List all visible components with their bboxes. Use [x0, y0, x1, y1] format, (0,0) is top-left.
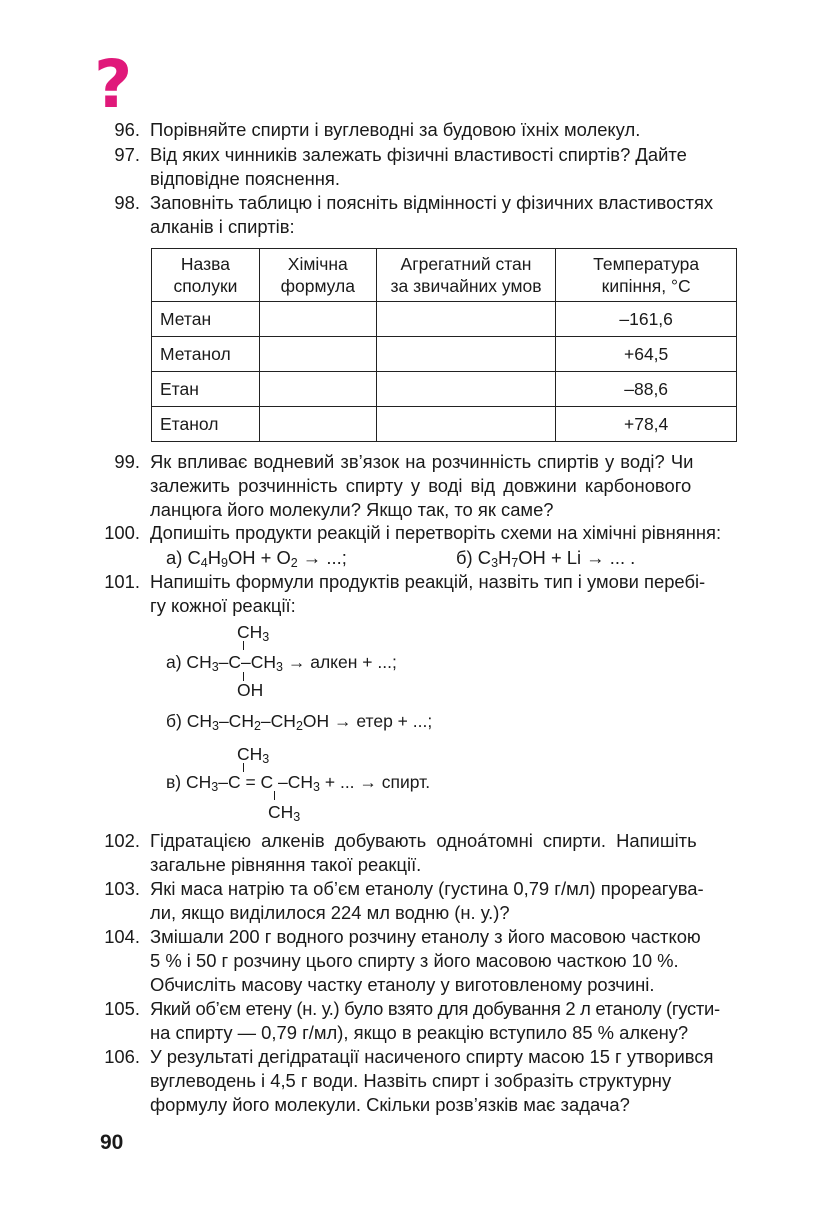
- table-header-row: [152, 249, 737, 302]
- task-text-line: Змішали 200 г водного розчину етанолу з його масовою часткою: [150, 926, 701, 947]
- cell-formula: [259, 302, 376, 337]
- cell-temp: –88,6: [556, 372, 737, 407]
- cell-state: [376, 372, 556, 407]
- task-text-line: загальне рівняння такої реакції.: [150, 854, 422, 875]
- task-text-line: ланцюга його молекули? Якщо так, то як саме?: [150, 499, 554, 520]
- task-number: 105.: [104, 998, 140, 1019]
- table-row: [152, 337, 737, 372]
- task-text-line: формулу його молекули. Скільки розв’язків має задача?: [150, 1094, 630, 1115]
- question-mark-icon: ?: [94, 46, 133, 123]
- task-number: 100.: [104, 522, 140, 543]
- cell-temp: –161,6: [556, 302, 737, 337]
- cell-name: Метан: [152, 302, 260, 337]
- cell-state: [376, 337, 556, 372]
- reaction-101c: в) $CH_3-C = C$ $-CH_3$ + ... → спирт.: [166, 772, 431, 794]
- task-97: [86, 143, 738, 191]
- reaction-100a: а) $C_4H_9OH + O_2$ → ...;: [166, 547, 347, 570]
- task-104: [86, 925, 738, 997]
- page-number: 90: [100, 1131, 124, 1154]
- header-name: Назва сполуки: [152, 249, 260, 302]
- task-101: [86, 570, 738, 618]
- table-row: [152, 407, 737, 442]
- cell-name: Етанол: [152, 407, 260, 442]
- cell-temp: +64,5: [556, 337, 737, 372]
- cell-formula: [259, 372, 376, 407]
- task-99: [86, 450, 738, 522]
- reaction-101a: а) $CH_3-C-CH_3$ → алкен + ...;: [166, 652, 397, 674]
- task-text: Допишіть продукти реакцій і перетворіть схеми на хімічні рівняння:: [150, 522, 722, 543]
- cell-name: Етан: [152, 372, 260, 407]
- table-row: [152, 302, 737, 337]
- task-text-line: Від яких чинників залежать фізичні властивості спиртів? Дайте: [150, 144, 687, 165]
- task-number: 106.: [104, 1046, 140, 1067]
- header-temperature: Температура кипіння, °С: [556, 249, 737, 302]
- task-100: [86, 521, 738, 545]
- table-row: [152, 372, 737, 407]
- task-text-line: Заповніть таблицю і поясніть відмінності у фізичних властивостях: [150, 192, 714, 213]
- cell-formula: [259, 337, 376, 372]
- cell-state: [376, 302, 556, 337]
- task-text-line: вуглеводень і 4,5 г води. Назвіть спирт і зобразіть структурну: [150, 1070, 672, 1091]
- task-text-line: залежить розчинність спирту у воді від довжини карбонового: [150, 475, 692, 496]
- header-formula: Хімічна формула: [259, 249, 376, 302]
- task-text-line: У результаті дегідратації насиченого спирту масою 15 г утворився: [150, 1046, 714, 1067]
- substituent-ch3: $CH_3$: [268, 802, 301, 824]
- task-text-line: алканів і спиртів:: [150, 216, 295, 237]
- header-state: Агрегатний стан за звичайних умов: [376, 249, 556, 302]
- task-103: [86, 877, 738, 925]
- task-96: [86, 118, 738, 142]
- cell-name: Метанол: [152, 337, 260, 372]
- reaction-101b: б) $CH_3-CH_2-CH_2OH$ → етер + ...;: [166, 711, 433, 733]
- task-number: 98.: [114, 192, 140, 213]
- task-text-line: ли, якщо виділилося 224 мл водню (н. у.)?: [150, 902, 510, 923]
- task-number: 102.: [104, 830, 140, 851]
- task-106: [86, 1045, 738, 1117]
- cell-temp: +78,4: [556, 407, 737, 442]
- task-text-line: Які маса натрію та об’єм етанолу (густина 0,79 г/мл) прореагува-: [150, 878, 704, 899]
- task-text-line: Гідратацією алкенів добувають одноа́томні спирти. Напишіть: [150, 830, 697, 851]
- task-text-line: Який об’єм етену (н. у.) було взято для добування 2 л етанолу (густи-: [150, 998, 720, 1019]
- task-text-line: на спирту — 0,79 г/мл), якщо в реакцію вступило 85 % алкену?: [150, 1022, 689, 1043]
- task-number: 96.: [114, 119, 140, 140]
- task-number: 104.: [104, 926, 140, 947]
- cell-state: [376, 407, 556, 442]
- task-text-line: Обчисліть масову частку етанолу у виготовленому розчині.: [150, 974, 655, 995]
- substituent-ch3: $CH_3$: [237, 622, 270, 644]
- task-text-line: гу кожної реакції:: [150, 595, 296, 616]
- substituent-ch3: $CH_3$: [237, 744, 270, 766]
- substituent-oh: OH: [237, 680, 264, 700]
- task-text: Порівняйте спирти і вуглеводні за будовою їхніх молекул.: [150, 119, 641, 140]
- task-text-line: Як впливає водневий зв’язок на розчинність спиртів у воді? Чи: [150, 451, 694, 472]
- task-number: 99.: [114, 451, 140, 472]
- task-98: [86, 191, 738, 239]
- task-text-line: відповідне пояснення.: [150, 168, 340, 189]
- task-number: 97.: [114, 144, 140, 165]
- task-105: [86, 997, 738, 1045]
- task-text-line: 5 % і 50 г розчину цього спирту з його масовою часткою 10 %.: [150, 950, 679, 971]
- task-text-line: Напишіть формули продуктів реакцій, назвіть тип і умови перебі-: [150, 571, 706, 592]
- task-number: 103.: [104, 878, 140, 899]
- task-number: 101.: [104, 571, 140, 592]
- cell-formula: [259, 407, 376, 442]
- task-102: [86, 829, 738, 877]
- properties-table: [151, 248, 737, 442]
- reaction-100b: б) $C_3H_7OH + Li$ → ... .: [456, 547, 636, 570]
